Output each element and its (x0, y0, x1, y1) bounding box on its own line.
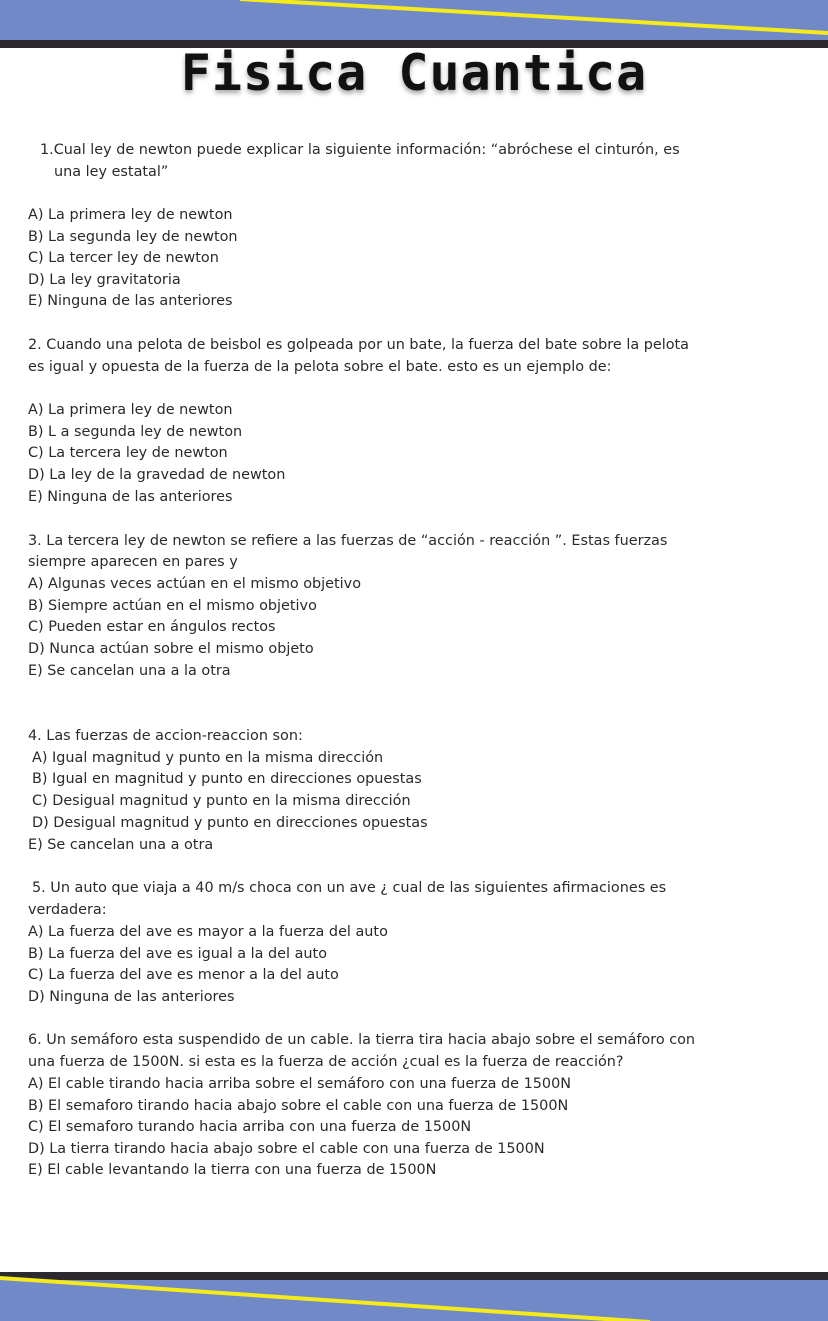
question-6-option: E) El cable levantando la tierra con una fuerza de 1500N (28, 1162, 437, 1178)
question-3-option: A) Algunas veces actúan en el mismo objetivo (28, 576, 361, 592)
question-6-option: A) El cable tirando hacia arriba sobre el semáforo con una fuerza de 1500N (28, 1076, 571, 1092)
question-5-option: D) Ninguna de las anteriores (28, 989, 235, 1005)
question-4-option: C) Desigual magnitud y punto en la misma dirección (32, 793, 411, 809)
question-2-option: E) Ninguna de las anteriores (28, 489, 233, 505)
question-3-option: B) Siempre actúan en el mismo objetivo (28, 598, 317, 614)
question-1-text: una ley estatal” (54, 164, 169, 180)
question-2-option: D) La ley de la gravedad de newton (28, 467, 286, 483)
question-2-option: A) La primera ley de newton (28, 402, 233, 418)
question-3-option: D) Nunca actúan sobre el mismo objeto (28, 641, 314, 657)
footer-stripe (0, 1276, 828, 1321)
question-5-option: B) La fuerza del ave es igual a la del auto (28, 946, 327, 962)
question-5-text: verdadera: (28, 902, 107, 918)
question-1-option: E) Ninguna de las anteriores (28, 293, 233, 309)
question-3-text: 3. La tercera ley de newton se refiere a las fuerzas de “acción - reacción ”. Estas fuerzas (28, 533, 668, 549)
question-2-option: B) L a segunda ley de newton (28, 424, 243, 440)
question-6-text: una fuerza de 1500N. si esta es la fuerza de acción ¿cual es la fuerza de reacción? (28, 1054, 624, 1070)
question-3-option: C) Pueden estar en ángulos rectos (28, 619, 276, 635)
question-4-option: E) Se cancelan una a otra (28, 837, 214, 853)
question-2-option: C) La tercera ley de newton (28, 445, 228, 461)
question-6-option: C) El semaforo turando hacia arriba con una fuerza de 1500N (28, 1119, 472, 1135)
question-1-option: A) La primera ley de newton (28, 207, 233, 223)
header-stripe (0, 0, 828, 40)
question-3-option: E) Se cancelan una a la otra (28, 663, 231, 679)
question-2-text: es igual y opuesta de la fuerza de la pelota sobre el bate. esto es un ejemplo de: (28, 359, 612, 375)
question-2-text: 2. Cuando una pelota de beisbol es golpeada por un bate, la fuerza del bate sobre la pelota (28, 337, 689, 353)
question-1-option: C) La tercer ley de newton (28, 250, 219, 266)
page-title: Fisica Cuantica (180, 44, 648, 102)
question-4-option: D) Desigual magnitud y punto en direcciones opuestas (32, 815, 428, 831)
question-3-text: siempre aparecen en pares y (28, 554, 238, 570)
question-4-option: B) Igual en magnitud y punto en direcciones opuestas (32, 771, 422, 787)
question-1-option: D) La ley gravitatoria (28, 272, 181, 288)
question-5-option: A) La fuerza del ave es mayor a la fuerza del auto (28, 924, 388, 940)
question-6-option: B) El semaforo tirando hacia abajo sobre el cable con una fuerza de 1500N (28, 1098, 569, 1114)
question-6-option: D) La tierra tirando hacia abajo sobre el cable con una fuerza de 1500N (28, 1141, 545, 1157)
question-4-option: A) Igual magnitud y punto en la misma dirección (32, 750, 384, 766)
question-4-text: 4. Las fuerzas de accion-reaccion son: (28, 728, 303, 744)
question-5-text: 5. Un auto que viaja a 40 m/s choca con un ave ¿ cual de las siguientes afirmaciones es (32, 880, 667, 896)
question-6-text: 6. Un semáforo esta suspendido de un cable. la tierra tira hacia abajo sobre el semáforo con (28, 1032, 696, 1048)
question-1-option: B) La segunda ley de newton (28, 229, 238, 245)
question-5-option: C) La fuerza del ave es menor a la del auto (28, 967, 339, 983)
question-1-text: 1.Cual ley de newton puede explicar la siguiente información: “abróchese el cinturón, es (40, 142, 680, 158)
